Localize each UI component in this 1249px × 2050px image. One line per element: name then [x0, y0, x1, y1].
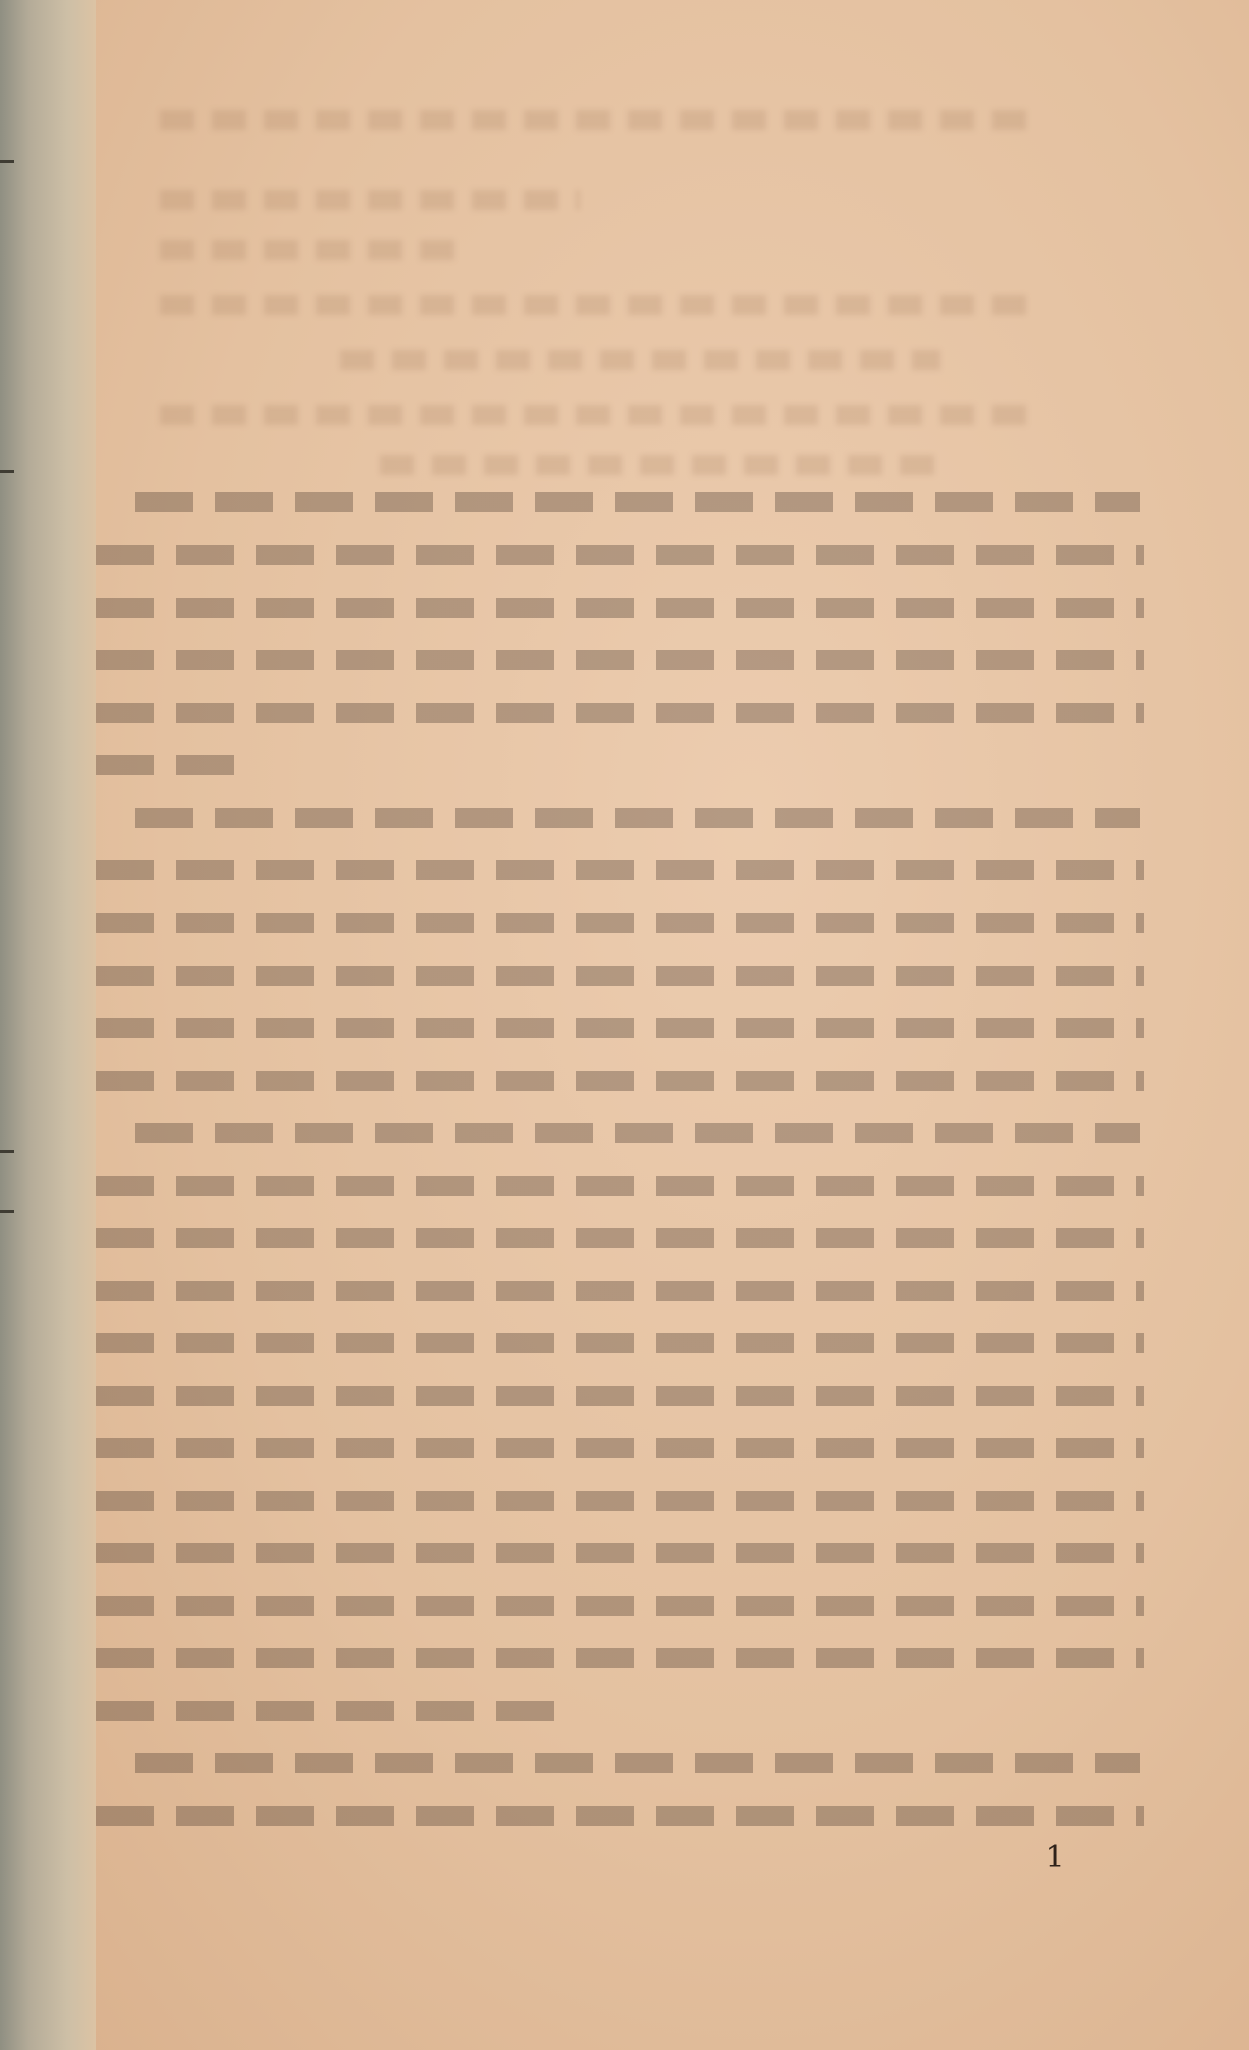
text-line	[96, 1228, 1144, 1248]
page-number: 1	[1045, 1840, 1065, 1875]
text-line	[96, 1596, 1144, 1616]
bleed-through-line	[160, 190, 580, 210]
bleed-through-line	[160, 240, 460, 260]
text-line	[96, 703, 1144, 723]
text-line	[96, 1648, 1144, 1668]
text-line	[135, 1753, 1140, 1773]
text-line	[96, 1438, 1144, 1458]
text-line	[96, 1543, 1144, 1563]
text-line	[96, 966, 1144, 986]
text-line	[96, 1281, 1144, 1301]
text-line	[96, 913, 1144, 933]
text-line	[96, 650, 1144, 670]
text-line	[135, 808, 1140, 828]
text-line	[135, 1123, 1140, 1143]
bleed-through-line	[160, 110, 1040, 130]
text-line	[96, 860, 1144, 880]
binding-gutter	[0, 0, 96, 2050]
text-line	[96, 1701, 556, 1721]
text-line	[96, 1018, 1144, 1038]
text-line	[135, 492, 1140, 512]
bleed-through-line	[160, 295, 1040, 315]
text-line	[96, 755, 256, 775]
text-line	[96, 1386, 1144, 1406]
text-line	[96, 598, 1144, 618]
bleed-through-line	[380, 455, 940, 475]
text-line	[96, 1806, 1144, 1826]
text-line	[96, 545, 1144, 565]
bleed-through-line	[160, 405, 1040, 425]
text-line	[96, 1176, 1144, 1196]
text-line	[96, 1071, 1144, 1091]
text-line	[96, 1333, 1144, 1353]
text-line	[96, 1491, 1144, 1511]
bleed-through-line	[340, 350, 940, 370]
